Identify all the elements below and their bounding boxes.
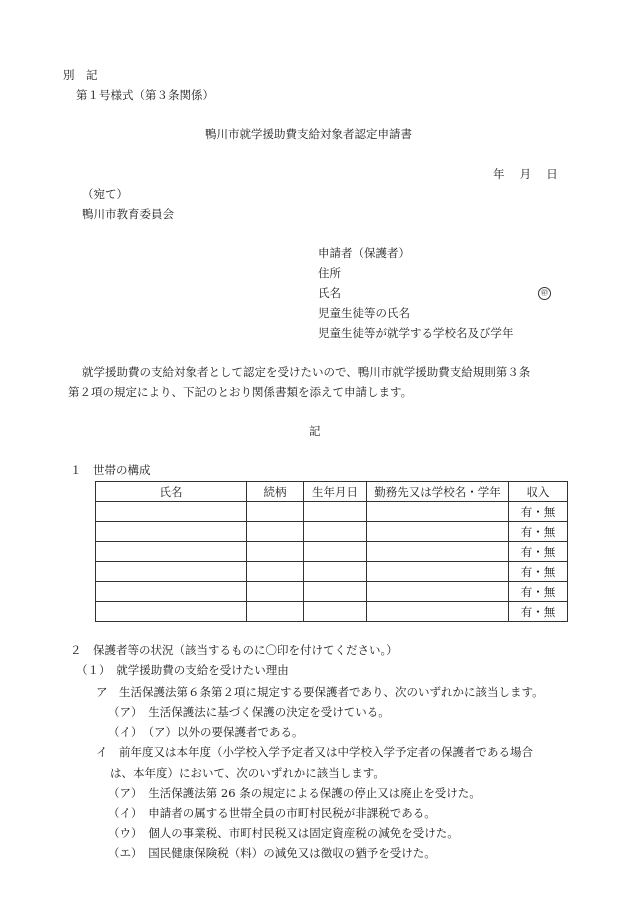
applicant-address-label: 住所 [318,266,341,280]
item-i-line-1: イ 前年度又は本年度（小学校入学予定者又は中学校入学予定者の保護者である場合 [96,745,533,759]
name-cell[interactable] [96,562,247,582]
table-row [96,502,568,522]
household-table [95,481,568,622]
besshi-label: 別 記 [63,68,98,82]
addressee: 鴨川市教育委員会 [82,207,174,221]
relation-cell[interactable] [247,542,304,562]
column-header-relation: 続柄 [247,482,304,502]
relation-cell[interactable] [247,562,304,582]
column-header-birthdate: 生年月日 [304,482,367,502]
name-cell[interactable] [96,602,247,622]
applicant-name-label: 氏名 [318,286,341,300]
workplace-cell[interactable] [367,542,509,562]
name-cell[interactable] [96,542,247,562]
name-cell[interactable] [96,502,247,522]
income-cell[interactable]: 有・無 [509,542,568,562]
student-name-label: 児童生徒等の氏名 [318,306,410,320]
table-row [96,542,568,562]
item-i-3: （ウ） 個人の事業税、市町村民税又は固定資産税の減免を受けた。 [108,826,459,840]
table-row [96,562,568,582]
paragraph-line-1: 就学援助費の支給対象者として認定を受けたいので、鴨川市就学援助費支給規則第３条 [82,365,531,379]
income-cell[interactable]: 有・無 [509,602,568,622]
birthdate-cell[interactable] [304,582,367,602]
section-2-heading: ２ 保護者等の状況（該当するものに〇印を付けてください。） [70,643,398,657]
item-i-line-2: は、本年度）において、次のいずれかに該当します。 [110,766,385,780]
table-row [96,582,568,602]
relation-cell[interactable] [247,502,304,522]
school-grade-label: 児童生徒等が就学する学校名及び学年 [318,326,514,340]
birthdate-cell[interactable] [304,602,367,622]
workplace-cell[interactable] [367,522,509,542]
name-cell[interactable] [96,522,247,542]
item-i-1: （ア） 生活保護法第 26 条の規定による保護の停止又は廃止を受けた。 [108,786,481,800]
table-row [96,522,568,542]
seal-mark: ㊞ [538,287,551,300]
birthdate-cell[interactable] [304,542,367,562]
item-i-4: （エ） 国民健康保険税（料）の減免又は徴収の猶予を受けた。 [108,846,436,860]
section-1-heading: １ 世帯の構成 [70,463,151,477]
ki-label: 記 [309,424,321,438]
relation-cell[interactable] [247,522,304,542]
item-a: ア 生活保護法第６条第２項に規定する要保護者であり、次のいずれかに該当します。 [96,685,544,699]
column-header-workplace-school: 勤務先又は学校名・学年 [367,482,509,502]
item-a-2: （イ） （ア）以外の要保護者である。 [108,725,304,739]
relation-cell[interactable] [247,582,304,602]
income-cell[interactable]: 有・無 [509,582,568,602]
income-cell[interactable]: 有・無 [509,522,568,542]
column-header-income: 収入 [509,482,568,502]
date-line: 年 月 日 [493,167,558,181]
item-i-2: （イ） 申請者の属する世帯全員の市町村民税が非課税である。 [108,806,436,820]
birthdate-cell[interactable] [304,522,367,542]
table-row [96,602,568,622]
birthdate-cell[interactable] [304,502,367,522]
workplace-cell[interactable] [367,562,509,582]
table-header-row [96,482,568,502]
workplace-cell[interactable] [367,582,509,602]
item-a-1: （ア） 生活保護法に基づく保護の決定を受けている。 [108,705,390,719]
addressee-prefix: （宛て） [82,187,128,201]
workplace-cell[interactable] [367,602,509,622]
income-cell[interactable]: 有・無 [509,562,568,582]
name-cell[interactable] [96,582,247,602]
paragraph-line-2: 第２項の規定により、下記のとおり関係書類を添えて申請します。 [68,385,413,399]
document-title: 鴨川市就学援助費支給対象者認定申請書 [205,127,412,141]
column-header-name: 氏名 [96,482,247,502]
workplace-cell[interactable] [367,502,509,522]
relation-cell[interactable] [247,602,304,622]
birthdate-cell[interactable] [304,562,367,582]
subsection-1-heading: （１） 就学援助費の支給を受けたい理由 [76,663,289,677]
applicant-label: 申請者（保護者） [318,246,410,260]
income-cell[interactable]: 有・無 [509,502,568,522]
form-number: 第１号様式（第３条関係） [76,88,214,102]
